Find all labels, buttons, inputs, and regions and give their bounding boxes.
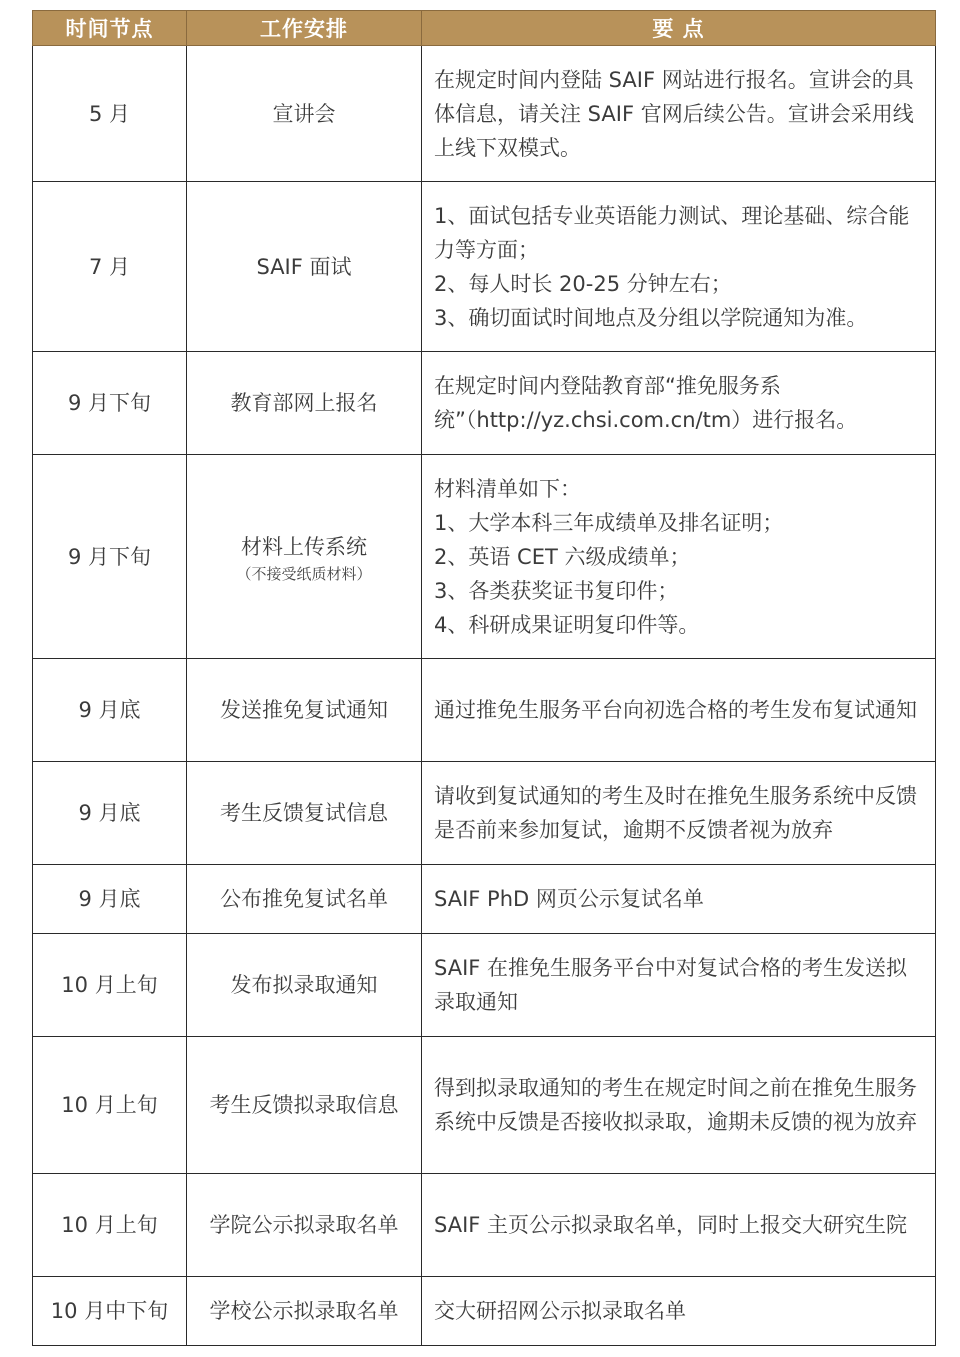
point-line: 1、大学本科三年成绩单及排名证明； — [434, 510, 784, 535]
row-points — [422, 762, 936, 865]
point-line: 通过推免生服务平台向初选合格的考生发布复试通知 — [434, 698, 917, 722]
row-points — [422, 659, 936, 762]
row-points — [422, 865, 936, 934]
point-line: SAIF 主页公示拟录取名单，同时上报交大研究生院 — [434, 1213, 908, 1237]
point-line: 在规定时间内登陆教育部“推免服务系统”（http://yz.chsi.com.cn/tm）进行报名。 — [434, 374, 858, 432]
point-line: 3、确切面试时间地点及分组以学院通知为准。 — [434, 305, 868, 330]
row-points — [422, 1174, 936, 1277]
row-task: 宣讲会 — [187, 46, 422, 182]
row-time: 10 月上旬 — [33, 1174, 187, 1277]
table-row — [33, 762, 936, 865]
point-line: 得到拟录取通知的考生在规定时间之前在推免生服务系统中反馈是否接收拟录取，逾期未反馈的视为放弃 — [434, 1076, 917, 1134]
point-line: 交大研招网公示拟录取名单 — [434, 1299, 686, 1323]
row-task: 公布推免复试名单 — [187, 865, 422, 934]
row-time: 9 月下旬 — [33, 455, 187, 659]
table-row — [33, 934, 936, 1037]
header-task: 工作安排 — [187, 11, 422, 46]
row-task: 学校公示拟录取名单 — [187, 1277, 422, 1346]
header-points: 要 点 — [422, 11, 936, 46]
row-task: 学院公示拟录取名单 — [187, 1174, 422, 1277]
row-time: 9 月底 — [33, 865, 187, 934]
row-time: 10 月上旬 — [33, 934, 187, 1037]
row-task — [187, 455, 422, 659]
point-line: 1、面试包括专业英语能力测试、理论基础、综合能力等方面； — [434, 203, 910, 262]
row-task: 发布拟录取通知 — [187, 934, 422, 1037]
row-points — [422, 455, 936, 659]
table-row — [33, 659, 936, 762]
point-line: 2、英语 CET 六级成绩单； — [434, 544, 691, 569]
table-row — [33, 865, 936, 934]
table-row — [33, 182, 936, 352]
table-row — [33, 352, 936, 455]
table-row — [33, 1174, 936, 1277]
point-line: 材料清单如下： — [434, 476, 581, 501]
point-line: SAIF PhD 网页公示复试名单 — [434, 887, 704, 911]
row-time: 9 月下旬 — [33, 352, 187, 455]
point-line: 4、科研成果证明复印件等。 — [434, 612, 700, 637]
task-note: （不接受纸质材料） — [236, 564, 372, 583]
table-row — [33, 455, 936, 659]
row-task: 发送推免复试通知 — [187, 659, 422, 762]
row-task: 教育部网上报名 — [187, 352, 422, 455]
table-row — [33, 46, 936, 182]
row-time: 10 月上旬 — [33, 1037, 187, 1174]
row-task: SAIF 面试 — [187, 182, 422, 352]
table-row — [33, 1037, 936, 1174]
row-points — [422, 1277, 936, 1346]
point-line: 2、每人时长 20-25 分钟左右； — [434, 271, 732, 296]
schedule-table — [32, 10, 936, 1346]
row-points — [422, 934, 936, 1037]
row-time: 10 月中下旬 — [33, 1277, 187, 1346]
row-task: 考生反馈复试信息 — [187, 762, 422, 865]
row-time: 9 月底 — [33, 762, 187, 865]
task-label: 材料上传系统 — [241, 534, 367, 559]
row-points — [422, 352, 936, 455]
row-time: 5 月 — [33, 46, 187, 182]
row-points — [422, 182, 936, 352]
point-line: SAIF 在推免生服务平台中对复试合格的考生发送拟录取通知 — [434, 956, 908, 1014]
header-row — [33, 11, 936, 46]
point-line: 请收到复试通知的考生及时在推免生服务系统中反馈是否前来参加复试，逾期不反馈者视为放弃 — [434, 784, 917, 842]
point-line: 3、各类获奖证书复印件； — [434, 578, 679, 603]
header-time: 时间节点 — [33, 11, 187, 46]
row-task: 考生反馈拟录取信息 — [187, 1037, 422, 1174]
point-line: 在规定时间内登陆 SAIF 网站进行报名。宣讲会的具体信息，请关注 SAIF 官网后续公告。宣讲会采用线上线下双模式。 — [434, 67, 914, 160]
row-time: 9 月底 — [33, 659, 187, 762]
row-time: 7 月 — [33, 182, 187, 352]
row-points — [422, 46, 936, 182]
row-points — [422, 1037, 936, 1174]
table-row — [33, 1277, 936, 1346]
